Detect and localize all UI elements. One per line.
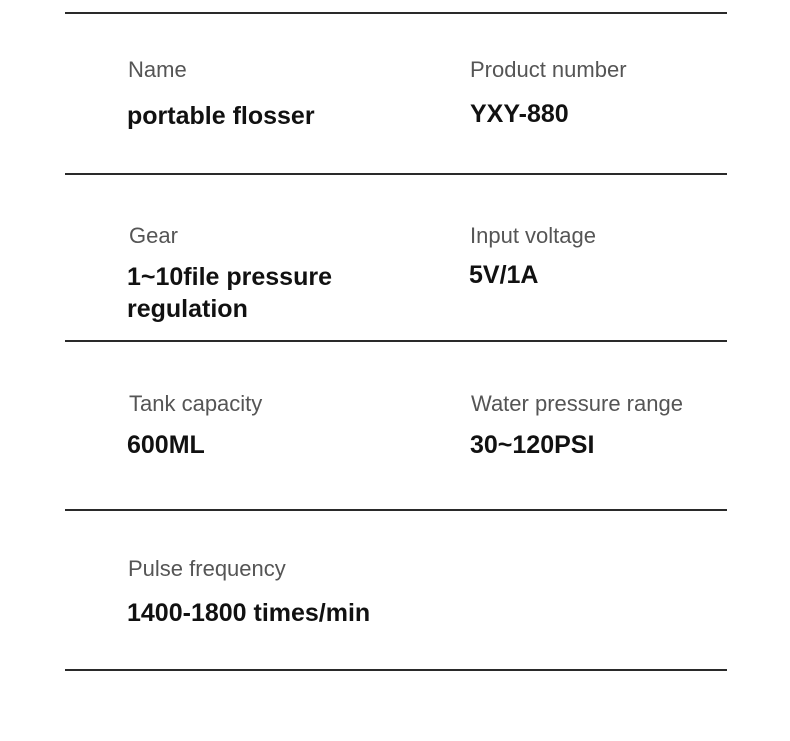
divider-bottom <box>65 669 727 671</box>
tank-capacity-label: Tank capacity <box>129 391 263 416</box>
divider-top <box>65 12 727 14</box>
tank-capacity-value: 600ML <box>127 431 205 459</box>
pulse-frequency-label: Pulse frequency <box>128 556 286 581</box>
water-pressure-range-label: Water pressure range <box>471 391 683 416</box>
divider-1 <box>65 173 727 175</box>
divider-2 <box>65 340 727 342</box>
divider-3 <box>65 509 727 511</box>
gear-label: Gear <box>129 223 178 248</box>
input-voltage-value: 5V/1A <box>469 261 539 289</box>
water-pressure-range-value: 30~120PSI <box>470 431 595 459</box>
name-label: Name <box>128 57 187 82</box>
name-value: portable flosser <box>127 102 315 130</box>
pulse-frequency-value: 1400-1800 times/min <box>127 599 371 627</box>
input-voltage-label: Input voltage <box>470 223 596 248</box>
product-number-label: Product number <box>470 57 627 82</box>
product-number-value: YXY-880 <box>470 100 569 128</box>
gear-value-line2: regulation <box>127 295 248 323</box>
gear-value-line1: 1~10file pressure <box>127 263 332 291</box>
